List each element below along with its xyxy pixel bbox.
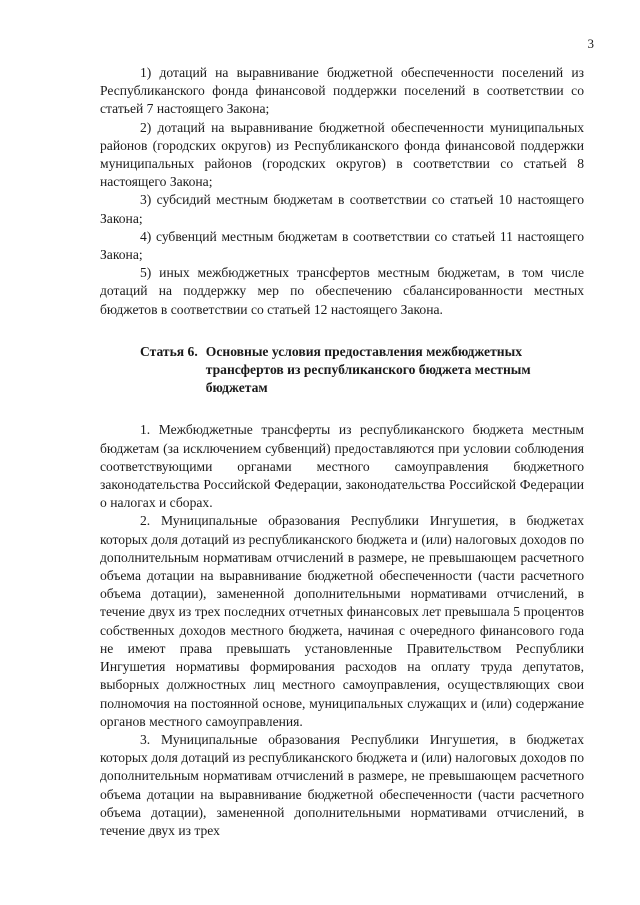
paragraph: 1. Межбюджетные трансферты из республиканского бюджета местным бюджетам (за исключением субвенций) предоставляются при условии соблюдения соответствующими органами местного самоуправления бюджетного законодательства Российской Федерации, законодательства Российской Федерации о налогах и сборах. (100, 422, 584, 511)
paragraph-block (100, 421, 584, 840)
page-number: 3 (587, 36, 594, 51)
paragraph: 2. Муниципальные образования Республики Ингушетия, в бюджетах которых доля дотаций из республиканского бюджета и (или) налоговых доходов по дополнительным нормативам отчислений в размере, не превышающем расчетного объема дотации на выравнивание бюджетной обеспеченности (части расчетного объема дотации), замененной дополнительными нормативами отчислений, в течение двух из трех последних отчетных финансовых лет превышала 5 процентов собственных доходов местного бюджета, начиная с очередного финансового года не имеют права превышать установленные Правительством Республики Ингушетия нормативы формирования расходов на оплату труда депутатов, выборных должностных лиц местного самоуправления, осуществляющих свои полномочия на постоянной основе, муниципальных служащих и (или) содержание органов местного самоуправления. (100, 513, 584, 729)
list-block (100, 64, 584, 319)
list-item: 2) дотаций на выравнивание бюджетной обеспеченности муниципальных районов (городских округов) из Республиканского фонда финансовой поддержки муниципальных районов (городских округов) в соответствии со статьей 8 настоящего Закона; (100, 119, 584, 190)
article-heading (100, 343, 584, 398)
article-title: Основные условия предоставления межбюджетных трансфертов из республиканского бюджета местным бюджетам (205, 343, 531, 396)
list-item: 4) субвенций местным бюджетам в соответствии со статьей 11 настоящего Закона; (100, 228, 584, 263)
paragraph: 3. Муниципальные образования Республики Ингушетия, в бюджетах которых доля дотаций из республиканского бюджета и (или) налоговых доходов по дополнительным нормативам отчислений в размере, не превышающем расчетного объема дотации на выравнивание бюджетной обеспеченности (части расчетного объема дотации), замененной дополнительными нормативами отчислений, в течение двух из трех (100, 731, 584, 838)
list-item: 3) субсидий местным бюджетам в соответствии со статьей 10 настоящего Закона; (100, 192, 584, 226)
list-item: 5) иных межбюджетных трансфертов местным бюджетам, в том числе дотаций на поддержку мер по обеспечению сбалансированности местных бюджетов в соответствии со статьей 12 настоящего Закона. (100, 265, 584, 317)
document-body (100, 64, 584, 840)
article-label: Статья 6. (140, 343, 198, 359)
list-item: 1) дотаций на выравнивание бюджетной обеспеченности поселений из Республиканского фонда финансовой поддержки поселений в соответствии со статьей 7 настоящего Закона; (100, 65, 584, 117)
